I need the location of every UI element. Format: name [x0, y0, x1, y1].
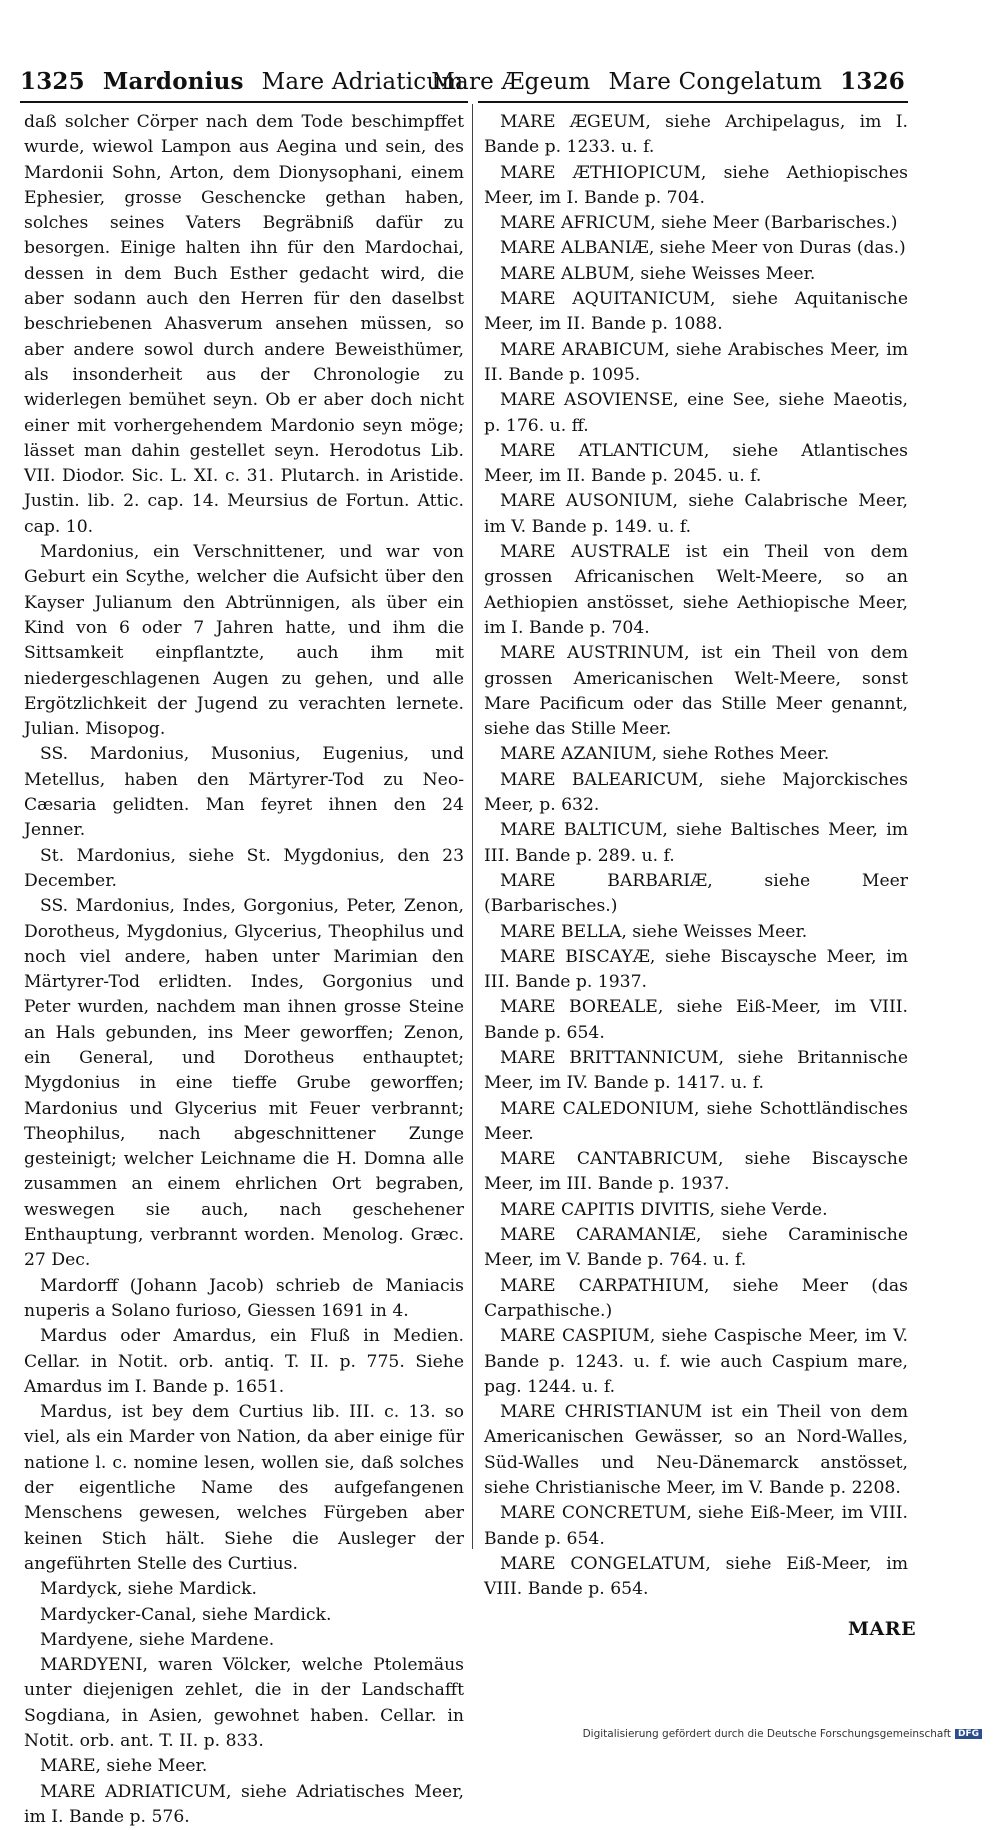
- dictionary-entry: MARE CANTABRICUM, siehe Biscaysche Meer, im III. Bande p. 1937.: [484, 1149, 908, 1195]
- dictionary-entry: MARE BISCAYÆ, siehe Biscaysche Meer, im III. Bande p. 1937.: [484, 946, 908, 993]
- dictionary-entry: MARE AUSONIUM, siehe Calabrische Meer, im V. Bande p. 149. u. f.: [484, 491, 908, 537]
- dictionary-entry: MARE AUSTRINUM, ist ein Theil von dem grossen Americanischen Welt-Meere, sonst Mare Pacificum oder das Stille Meer genannt, siehe das Stille Meer.: [484, 643, 908, 740]
- left-headword-2: Mare Adriaticum: [261, 69, 464, 95]
- dictionary-entry: MARE CASPIUM, siehe Caspische Meer, im V. Bande p. 1243. u. f. wie auch Caspium mare, pag. 1244. u. f.: [484, 1326, 908, 1397]
- dictionary-entry: MARE ÆTHIOPICUM, siehe Aethiopisches Meer, im I. Bande p. 704.: [484, 162, 908, 208]
- dictionary-entry: MARDYENI, waren Völcker, welche Ptolemäus unter diejenigen zehlet, die in der Landschafft Sogdiana, in Asien, gewohnet haben. Cellar. in Notit. orb. ant. T. II. p. 833.: [24, 1655, 464, 1751]
- dictionary-entry: Mardonius, ein Verschnittener, und war von Geburt ein Scythe, welcher die Aufsicht über den Kayser Julianum den Abtrünnigen, als über ein Kind von 6 oder 7 Jahren hatte, und ihm die Sittsamkeit einpflantzte, auch ihm mit niedergeschlagenen Augen zu gehen, und alle Ergötzlichkeit der Jugend zu verachten lernete. Julian. Misopog.: [24, 542, 464, 740]
- dictionary-entry: MARE CARAMANIÆ, siehe Caraminische Meer, im V. Bande p. 764. u. f.: [484, 1225, 908, 1271]
- dictionary-entry: MARE ARABICUM, siehe Arabisches Meer, im II. Bande p. 1095.: [484, 339, 908, 385]
- left-page-number: 1325: [20, 68, 85, 95]
- dictionary-entry: MARE ALBUM, siehe Weisses Meer.: [500, 263, 816, 284]
- digitization-footer: [583, 1728, 982, 1740]
- dictionary-entry: MARE CALEDONIUM, siehe Schottländisches Meer.: [484, 1098, 908, 1144]
- dictionary-entry: MARE CONGELATUM, siehe Eiß-Meer, im VIII. Bande p. 654.: [484, 1553, 908, 1600]
- dictionary-entry: Mardorff (Johann Jacob) schrieb de Maniacis nuperis a Solano furioso, Giessen 1691 in 4.: [24, 1275, 464, 1321]
- dictionary-entry: MARE ATLANTICUM, siehe Atlantisches Meer, im II. Bande p. 2045. u. f.: [484, 440, 908, 487]
- dictionary-entry: St. Mardonius, siehe St. Mygdonius, den 23 December.: [24, 845, 464, 891]
- catchword: MARE: [848, 1618, 917, 1640]
- right-headword: Mare Ægeum: [431, 69, 591, 95]
- right-page-number: 1326: [840, 68, 905, 95]
- dictionary-entry: MARE CARPATHIUM, siehe Meer (das Carpathische.): [484, 1275, 908, 1321]
- dictionary-entry: MARE AUSTRALE ist ein Theil von dem grossen Africanischen Welt-Meere, so an Aethiopien anstösset, siehe Aethiopische Meer, im I. Bande p. 704.: [484, 542, 908, 638]
- header-right: [431, 68, 905, 95]
- dictionary-entry: MARE BRITTANNICUM, siehe Britannische Meer, im IV. Bande p. 1417. u. f.: [484, 1047, 908, 1094]
- dictionary-entry: MARE BELLA, siehe Weisses Meer.: [500, 921, 808, 942]
- dictionary-entry: Mardyene, siehe Mardene.: [40, 1629, 275, 1650]
- dictionary-entry: MARE ALBANIÆ, siehe Meer von Duras (das.): [500, 238, 906, 259]
- dictionary-entry: Mardus oder Amardus, ein Fluß in Medien. Cellar. in Notit. orb. antiq. T. II. p. 775. Siehe Amardus im I. Bande p. 1651.: [24, 1326, 464, 1397]
- dictionary-entry: MARE CHRISTIANUM ist ein Theil von dem Americanischen Gewässer, so an Nord-Walles, Süd-Walles und Neu-Dänemarck anstösset, siehe Christianische Meer, im V. Bande p. 2208.: [484, 1402, 908, 1499]
- dictionary-entry: daß solcher Cörper nach dem Tode beschimpffet wurde, wiewol Lampon aus Aegina und sein, des Mardonii Sohn, Arton, dem Dionysophani, einem Ephesier, grosse Geschencke gethan haben, solches seines Vaters Begräbniß dafür zu besorgen. Einige halten ihn für den Mardochai, dessen in dem Buch Esther gedacht wird, die aber sodann auch den Herren für den daselbst beschriebenen Ahasverum ansehen müssen, so aber andere sowol durch andere Beweisthümer, als insonderheit aus der Chronologie zu widerlegen bemühet seyn. Ob er aber doch nicht einer mit vorhergehendem Mardonio seyn möge; lässet man dahin gestellet seyn. Herodotus Lib. VII. Diodor. Sic. L. XI. c. 31. Plutarch. in Aristide. Justin. lib. 2. cap. 14. Meursius de Fortun. Attic. cap. 10.: [24, 112, 464, 537]
- dictionary-entry: Mardyck, siehe Mardick.: [40, 1579, 258, 1600]
- left-column: [24, 110, 464, 1830]
- right-headword-2: Mare Congelatum: [608, 69, 823, 95]
- dictionary-entry: MARE CAPITIS DIVITIS, siehe Verde.: [500, 1199, 828, 1220]
- column-divider: [472, 104, 473, 1549]
- dictionary-entry: MARE AFRICUM, siehe Meer (Barbarisches.): [500, 213, 898, 234]
- dictionary-entry: Mardycker-Canal, siehe Mardick.: [40, 1604, 332, 1625]
- dictionary-entry: MARE, siehe Meer.: [40, 1756, 208, 1777]
- dictionary-entry: SS. Mardonius, Musonius, Eugenius, und Metellus, haben den Märtyrer-Tod zu Neo-Cæsaria gelidten. Man feyret ihnen den 24 Jenner.: [24, 744, 464, 841]
- dictionary-entry: Mardus, ist bey dem Curtius lib. III. c. 13. so viel, als ein Marder von Nation, da aber einige für natione l. c. nomine lesen, wollen sie, daß solches der eigentliche Name des aufgefangenen Menschens gewesen, welches Fürgeben aber keinen Stich hält. Siehe die Ausleger der angeführten Stelle des Curtius.: [24, 1402, 464, 1574]
- dictionary-entry: MARE ASOVIENSE, eine See, siehe Maeotis, p. 176. u. ff.: [484, 390, 908, 436]
- dictionary-entry: MARE AQUITANICUM, siehe Aquitanische Meer, im II. Bande p. 1088.: [484, 289, 908, 335]
- dictionary-entry: MARE BOREALE, siehe Eiß-Meer, im VIII. Bande p. 654.: [484, 997, 908, 1043]
- dictionary-entry: MARE AZANIUM, siehe Rothes Meer.: [500, 744, 830, 765]
- right-column: [484, 110, 908, 1603]
- header-rule-right: [478, 101, 908, 103]
- dictionary-entry: MARE ADRIATICUM, siehe Adriatisches Meer, im I. Bande p. 576.: [24, 1781, 464, 1827]
- left-headword: Mardonius: [102, 68, 244, 95]
- dfg-logo: DFG: [955, 1729, 982, 1739]
- dictionary-entry: MARE ÆGEUM, siehe Archipelagus, im I. Bande p. 1233. u. f.: [484, 112, 908, 158]
- dictionary-entry: MARE BALEARICUM, siehe Majorckisches Meer, p. 632.: [484, 769, 908, 816]
- header-rule-left: [20, 101, 468, 103]
- dictionary-entry: SS. Mardonius, Indes, Gorgonius, Peter, Zenon, Dorotheus, Mygdonius, Glycerius, Theophilus und noch viel andere, haben unter Marimian den Märtyrer-Tod erlidten. Indes, Gorgonius und Peter wurden, nachdem man ihnen grosse Steine an Hals gebunden, ins Meer geworffen; Zenon, ein General, und Dorotheus enthauptet; Mygdonius in eine tieffe Grube geworffen; Mardonius und Glycerius mit Feuer verbrannt; Theophilus, nach abgeschnittener Zunge gesteinigt; welcher Leichname die H. Domna alle zusammen an einem ehrlichen Ort begraben, weswegen sie auch, nach geschehener Enthauptung, verbrannt worden. Menolog. Græc. 27 Dec.: [24, 896, 464, 1271]
- dictionary-entry: MARE BALTICUM, siehe Baltisches Meer, im III. Bande p. 289. u. f.: [484, 820, 908, 866]
- dictionary-entry: MARE CONCRETUM, siehe Eiß-Meer, im VIII. Bande p. 654.: [484, 1503, 908, 1549]
- running-header: [20, 62, 905, 100]
- dictionary-entry: MARE BARBARIÆ, siehe Meer (Barbarisches.): [484, 870, 908, 917]
- footer-text: Digitalisierung gefördert durch die Deutsche Forschungsgemeinschaft: [582, 1728, 951, 1740]
- header-left: [20, 68, 463, 95]
